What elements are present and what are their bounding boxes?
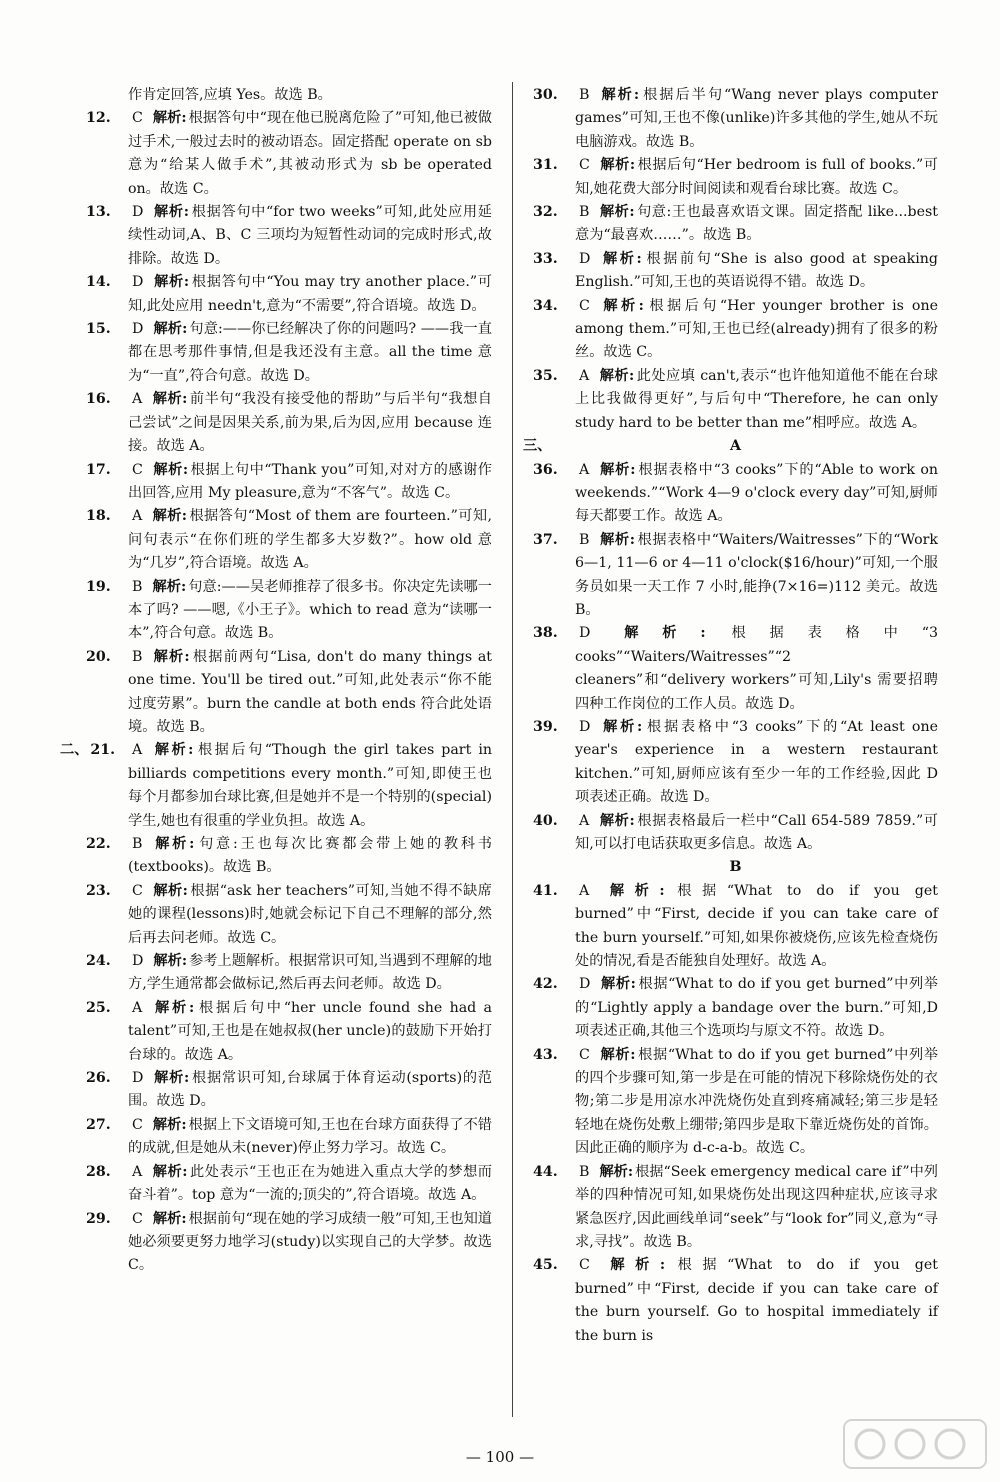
question-number [86, 505, 111, 528]
analysis-label: 解析: [600, 718, 643, 735]
question-number-text: 36. [533, 461, 558, 478]
answer-letter: A [579, 461, 590, 478]
explanation-text: 根据后句中“her uncle found she had a talent”可知,王也是在她叔叔(her uncle)的鼓励下开始打台球的。故选 A。 [128, 999, 492, 1063]
question-number-text: 39. [533, 718, 558, 735]
analysis-label: 解析: [599, 531, 635, 548]
question-number [86, 201, 111, 224]
question-number-text: 41. [533, 882, 558, 899]
question-number-text: 25. [86, 999, 111, 1016]
analysis-label: 解析: [152, 882, 188, 899]
analysis-label: 解析: [152, 578, 187, 595]
question-number [86, 833, 111, 856]
question-number-text: 34. [533, 297, 558, 314]
explanation-text: 根据上下文语境可知,王也在台球方面获得了不错的成就,但是她从未(never)停止努力学习。故选 C。 [128, 1116, 492, 1157]
answer-letter: A [579, 367, 590, 384]
answer-entry [86, 646, 492, 740]
explanation-text: 根据表格最后一栏中“Call 654-589 7859.”可知,可以打电话获取更多信息。故选 A。 [575, 812, 938, 852]
answer-letter: B [132, 836, 143, 852]
question-number-text: 45. [533, 1257, 558, 1274]
question-number-text: 44. [533, 1163, 558, 1180]
question-number-text: 16. [86, 391, 111, 408]
question-number-text: 18. [86, 508, 111, 525]
question-number-text: 12. [86, 110, 111, 127]
section-number: 三、 [523, 438, 552, 455]
answer-letter: D [132, 274, 144, 291]
question-number-text: 21. [90, 742, 116, 759]
analysis-label: 解析: [599, 297, 644, 314]
answer-entry [86, 388, 492, 458]
analysis-label: 解析: [153, 953, 188, 970]
question-number-text: 22. [86, 836, 111, 852]
explanation-text: 句意:王也最喜欢语文课。固定搭配 like...best 意为“最喜欢……”。故选 B。 [575, 204, 938, 244]
question-number-text: 28. [86, 1163, 111, 1180]
answer-letter: D [132, 1070, 144, 1087]
question-number [86, 576, 111, 599]
answer-entry [533, 810, 938, 857]
analysis-label: 解析: [152, 742, 194, 759]
explanation-text: 句意:王也每次比赛都会带上她的教科书(textbooks)。故选 B。 [128, 836, 492, 876]
analysis-label: 解析: [153, 1070, 190, 1087]
analysis-label: 解析: [600, 625, 706, 642]
answer-letter: C [132, 882, 143, 899]
analysis-label: 解析: [152, 1210, 187, 1227]
explanation-text: 根据上句中“Thank you”可知,对对方的感谢作出回答,应用 My pleasure,意为“不客气”。故选 C。 [128, 461, 492, 501]
question-number [533, 84, 558, 107]
question-number [86, 1114, 111, 1137]
analysis-label: 解析: [152, 461, 189, 478]
answer-letter: C [132, 461, 143, 478]
answer-letter: D [132, 321, 144, 338]
answer-entry [533, 1161, 938, 1255]
explanation-text: 根据“What to do if you get burned”中“First, decide if you can take care of the burn yourself.”可知,如果你被烧伤,应该先检查烧伤处的情况,看是否能独自处理好。故选 A。 [575, 882, 938, 970]
question-number [533, 248, 558, 271]
question-number [86, 318, 111, 341]
analysis-label: 解析: [600, 976, 636, 993]
analysis-label: 解析: [152, 110, 187, 127]
answer-letter: C [579, 157, 590, 174]
answer-letter: A [579, 812, 590, 829]
question-number-text: 19. [86, 578, 111, 595]
question-number-text: 17. [86, 461, 111, 478]
explanation-text: 作肯定回答,应填 Yes。故选 B。 [128, 87, 332, 103]
explanation-text: 根据答句中“You may try another place.”可知,此处应用 needn't,意为“不需要”,符合语境。故选 D。 [128, 274, 492, 314]
question-number [86, 388, 111, 411]
analysis-label: 解析: [599, 367, 635, 384]
answer-entry [533, 622, 938, 716]
subheading-label: A [729, 438, 741, 455]
question-number-text: 13. [86, 204, 111, 221]
answer-letter: B [132, 578, 143, 595]
explanation-text: 句意:——你已经解决了你的问题吗? ——我一直都在思考那件事情,但是我还没有主意。all the time 意为“一直”,符合句意。故选 D。 [128, 321, 492, 384]
answer-entry [533, 154, 938, 201]
explanation-text: 根据“Seek emergency medical care if”中列举的四种情况可知,如果烧伤处出现这四种症状,应该寻求紧急医疗,因此画线单词“seek”与“look for”同义,意为“寻求,寻找”。故选 B。 [575, 1163, 938, 1250]
question-number [86, 1161, 111, 1184]
analysis-label: 解析: [152, 1116, 187, 1133]
question-number [86, 1208, 111, 1231]
question-number [86, 107, 111, 130]
section-subheading [533, 856, 938, 879]
subheading-label: B [729, 859, 742, 876]
question-number-text: 23. [86, 882, 111, 899]
analysis-label: 解析: [152, 508, 188, 525]
question-number-text: 35. [533, 367, 558, 384]
answer-entry [533, 529, 938, 623]
question-number [533, 1044, 558, 1067]
answer-letter: A [132, 1163, 143, 1180]
answer-entry [86, 997, 492, 1067]
answer-entry [86, 1208, 492, 1278]
question-number [533, 1161, 558, 1184]
question-number-text: 29. [86, 1210, 111, 1227]
explanation-text: 根据前句“She is also good at speaking English.”可知,王也的英语说得不错。故选 D。 [575, 250, 938, 291]
answer-letter: C [132, 1210, 143, 1227]
analysis-label: 解析: [152, 836, 195, 852]
question-number [533, 973, 558, 996]
question-number-text: 20. [86, 648, 111, 665]
question-number [533, 880, 558, 903]
answer-entry [86, 880, 492, 950]
question-number [86, 459, 111, 482]
analysis-label: 解析: [152, 648, 190, 665]
explanation-text: 根据前两句“Lisa, don't do many things at one time. You'll be tired out.”可知,此处表示“你不能过度劳累”。burn the candle at both ends 符合此处语境。故选 B。 [128, 648, 492, 735]
answer-entry [60, 739, 492, 833]
analysis-label: 解析: [599, 1163, 634, 1180]
analysis-label: 解析: [152, 391, 188, 408]
answer-letter: C [132, 1116, 143, 1133]
analysis-label: 解析: [599, 461, 636, 478]
answer-letter: B [132, 648, 143, 665]
explanation-text: 根据表格中“Waiters/Waitresses”下的“Work 6—1, 11—6 or 4—11 o'clock($16/hour)”可知,一个服务员如果一天工作 7 小时,能挣(7×16=)112 美元。故选 B。 [575, 531, 938, 618]
answer-entry [86, 950, 492, 997]
question-number-text: 30. [533, 87, 558, 103]
answer-entry [86, 833, 492, 880]
answer-letter: A [132, 742, 143, 759]
question-number [86, 646, 111, 669]
question-number-text: 32. [533, 204, 558, 221]
watermark-logo [840, 1414, 990, 1474]
answer-letter: A [132, 391, 143, 408]
explanation-text: 根据后句“Her younger brother is one among them.”可知,王也已经(already)拥有了很多的粉丝。故选 C。 [575, 297, 938, 361]
answer-letter: C [579, 297, 590, 314]
question-number [86, 1067, 111, 1090]
question-number [533, 365, 558, 388]
explanation-text: 参考上题解析。根据常识可知,当遇到不理解的地方,学生通常都会做标记,然后再去问老师。故选 D。 [128, 953, 492, 993]
answer-letter: A [579, 882, 590, 899]
question-number [533, 295, 558, 318]
explanation-text: 根据后句“Her bedroom is full of books.”可知,她花费大部分时间阅读和观看台球比赛。故选 C。 [575, 157, 938, 197]
question-number-text: 14. [86, 274, 111, 291]
analysis-label: 解析: [153, 204, 190, 221]
explanation-text: 根据“ask her teachers”可知,当她不得不缺席她的课程(lessons)时,她就会标记下自己不理解的部分,然后再去问老师。故选 C。 [128, 882, 492, 946]
question-number-text: 27. [86, 1116, 111, 1133]
answer-entry [86, 271, 492, 318]
question-number [86, 880, 111, 903]
analysis-label: 解析: [599, 157, 636, 174]
question-number [533, 529, 558, 552]
explanation-text: 根据“What to do if you get burned”中“First, decide if you can take care of the burn yourself. Go to hospital immediately if the burn is [575, 1257, 938, 1344]
analysis-label: 解析: [600, 250, 642, 267]
explanation-text: 根据表格中“3 cooks”下的“At least one year's experience in a western restaurant kitchen.”可知,厨师应该有至少一年的工作经验,因此 D 项表述正确。故选 D。 [575, 718, 938, 806]
answer-letter: B [579, 531, 590, 548]
explanation-text: 句意:——吴老师推荐了很多书。你决定先读哪一本了吗? ——嗯,《小王子》。which to read 意为“读哪一本”,符合句意。故选 B。 [128, 578, 492, 642]
question-number [533, 154, 558, 177]
answer-entry [533, 365, 938, 435]
question-number [86, 997, 111, 1020]
answer-entry [86, 1114, 492, 1161]
answer-letter: B [579, 204, 590, 221]
answer-entry [86, 576, 492, 646]
question-number-text: 26. [86, 1070, 111, 1087]
analysis-label: 解析: [153, 274, 190, 291]
answer-letter: D [132, 953, 144, 970]
answer-letter: D [579, 976, 591, 993]
analysis-label: 解析: [599, 812, 635, 829]
answer-entry [86, 318, 492, 388]
explanation-text: 根据后半句“Wang never plays computer games”可知,王也不像(unlike)许多其他的学生,她从不玩电脑游戏。故选 B。 [575, 87, 938, 150]
column-divider [512, 82, 513, 1417]
analysis-label: 解析: [599, 1257, 666, 1274]
question-number-text: 24. [86, 953, 111, 970]
answer-entry [533, 1254, 938, 1348]
question-number [60, 739, 115, 762]
question-number [533, 201, 558, 224]
answer-entry [533, 716, 938, 810]
explanation-text: 根据答句“Most of them are fourteen.”可知,问句表示“在你们班的学生都多大岁数?”。how old 意为“几岁”,符合语境。故选 A。 [128, 508, 492, 572]
analysis-label: 解析: [152, 1163, 188, 1180]
explanation-text: 此处应填 can't,表示“也许他知道他不能在台球上比我做得更好”,与后句中“Therefore, he can only study hard to be better than me”相呼应。故选 A。 [575, 367, 938, 431]
answer-entry [86, 107, 492, 201]
question-number-text: 38. [533, 625, 558, 642]
question-number-text: 43. [533, 1046, 558, 1063]
explanation-text: 此处表示“王也正在为她进入重点大学的梦想而奋斗着”。top 意为“一流的;顶尖的”,符合语境。故选 A。 [128, 1163, 492, 1204]
answer-letter: D [579, 718, 591, 735]
answer-entry [533, 459, 938, 529]
answer-letter: B [579, 1163, 590, 1180]
explanation-text: 前半句“我没有接受他的帮助”与后半句“我想自己尝试”之间是因果关系,前为果,后为因,应用 because 连接。故选 A。 [128, 391, 492, 455]
analysis-label: 解析: [152, 999, 195, 1016]
answer-entry [533, 880, 938, 974]
section-subheading [523, 435, 938, 458]
answer-entry [533, 84, 938, 154]
analysis-label: 解析: [153, 321, 188, 338]
question-number-text: 15. [86, 321, 111, 338]
analysis-label: 解析: [599, 882, 665, 899]
right-column [523, 84, 938, 1348]
answer-entry [533, 248, 938, 295]
question-number [533, 716, 558, 739]
answer-letter: C [579, 1257, 590, 1274]
explanation-text: 根据常识可知,台球属于体育运动(sports)的范围。故选 D。 [128, 1070, 492, 1110]
explanation-text: 根据表格中“3 cooks”“Waiters/Waitresses”“2 cleaners”和“delivery workers”可知,Lily's 需要招聘四种工作岗位的工作人员。故选 D。 [575, 625, 938, 712]
question-number [533, 1254, 558, 1277]
question-number [533, 459, 558, 482]
answer-entry [533, 295, 938, 365]
explanation-text: 根据“What to do if you get burned”中列举的“Lightly apply a bandage over the burn.”可知,D 项表述正确,其他三个选项均与原文不符。故选 D。 [575, 976, 938, 1040]
answer-entry [533, 973, 938, 1043]
explanation-text: 根据前句“现在她的学习成绩一般”可知,王也知道她必须要更努力地学习(study)以实现自己的大学梦。故选 C。 [128, 1210, 492, 1274]
answer-entry [86, 1161, 492, 1208]
answer-letter: D [579, 250, 591, 267]
explanation-text: 根据“What to do if you get burned”中列举的四个步骤可知,第一步是在可能的情况下移除烧伤处的衣物;第二步是用凉水冲洗烧伤处直到疼痛减轻;第三步是轻轻地在烧伤处敷上绷带;第四步是取下靠近烧伤处的首饰。因此正确的顺序为 d-c-a-b。故选 C。 [575, 1046, 938, 1157]
analysis-label: 解析: [599, 1046, 636, 1063]
left-column [60, 84, 492, 1278]
question-number-text: 37. [533, 531, 558, 548]
explanation-text: 根据表格中“3 cooks”下的“Able to work on weekends.”“Work 4—9 o'clock every day”可知,厨师每天都要工作。故选 A。 [575, 461, 938, 525]
answer-entry [86, 1067, 492, 1114]
section-number: 二、 [60, 742, 89, 759]
question-number [86, 271, 111, 294]
answer-letter: D [579, 625, 591, 642]
answer-letter: A [132, 508, 143, 525]
answer-entry [533, 1044, 938, 1161]
explanation-text: 根据答句中“现在他已脱离危险了”可知,他已被做过手术,一般过去时的被动语态。固定搭配 operate on sb 意为“给某人做手术”,其被动形式为 sb be operated on。故选 C。 [128, 110, 492, 197]
analysis-label: 解析: [599, 204, 635, 221]
question-number-text: 33. [533, 250, 558, 267]
question-number-text: 40. [533, 812, 558, 829]
answer-entry [86, 505, 492, 575]
answer-letter: D [132, 204, 144, 221]
answer-letter: A [132, 999, 143, 1016]
answer-entry [86, 84, 492, 107]
answer-letter: C [132, 110, 143, 127]
answer-entry [86, 201, 492, 271]
page-number: — 100 — [465, 1448, 535, 1466]
answer-letter: B [579, 87, 590, 103]
question-number [533, 810, 558, 833]
answer-entry [86, 459, 492, 506]
question-number-text: 42. [533, 976, 558, 993]
question-number-text: 31. [533, 157, 558, 174]
question-number [86, 950, 111, 973]
explanation-text: 根据答句中“for two weeks”可知,此处应用延续性动词,A、B、C 三项均为短暂性动词的完成时形式,故排除。故选 D。 [128, 204, 492, 267]
question-number [533, 622, 558, 645]
analysis-label: 解析: [599, 87, 640, 103]
explanation-text: 根据后句“Though the girl takes part in billiards competitions every month.”可知,即使王也每个月都参加台球比赛,但是她并不是一个特别的(special)学生,她也有很重的学业负担。故选 A。 [128, 742, 492, 829]
answer-letter: C [579, 1046, 590, 1063]
answer-entry [533, 201, 938, 248]
